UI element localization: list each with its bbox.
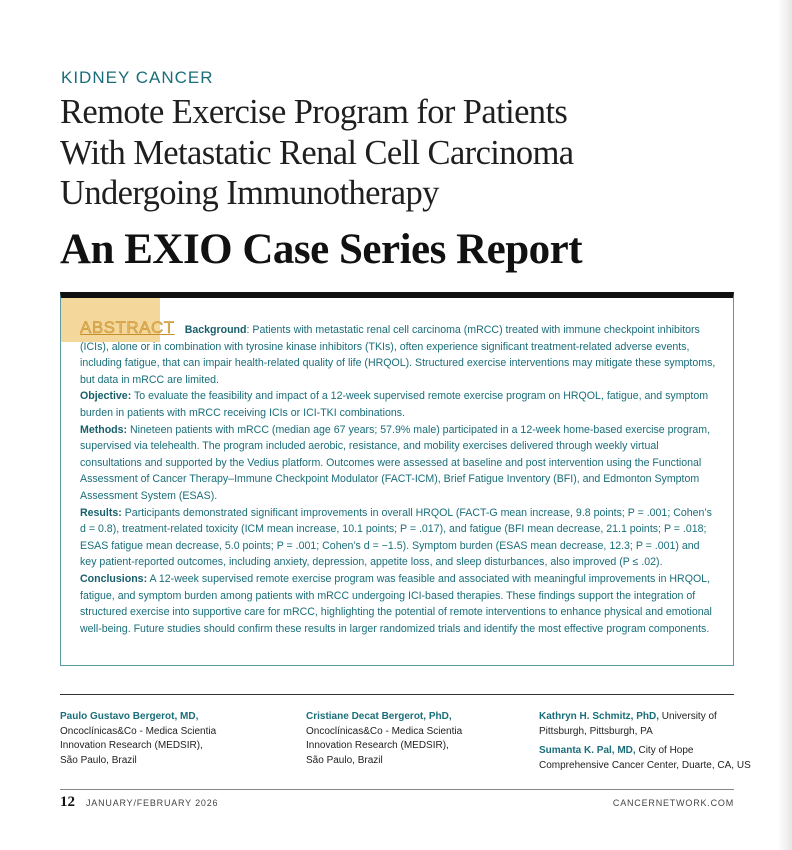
author-block	[539, 744, 751, 773]
background-label: Background	[184, 324, 247, 336]
abstract-background	[80, 320, 716, 388]
author-affiliation: Oncoclínicas&Co - Medica Scientia	[306, 725, 463, 737]
author-affiliation: Oncoclínicas&Co - Medica Scientia	[60, 725, 217, 737]
author-name: Paulo Gustavo Bergerot, MD,	[60, 711, 199, 722]
author-name: Cristiane Decat Bergerot, PhD,	[306, 711, 452, 722]
abstract-results	[80, 505, 716, 571]
abstract-conclusions	[80, 571, 716, 637]
page-edge-shadow	[778, 0, 792, 850]
title-line: With Metastatic Renal Cell Carcinoma	[60, 133, 574, 172]
author-divider	[60, 694, 734, 695]
abstract-objective	[80, 388, 716, 421]
section-label: KIDNEY CANCER	[61, 68, 214, 87]
author-affiliation: São Paulo, Brazil	[60, 754, 137, 766]
author-name: Sumanta K. Pal, MD,	[539, 745, 636, 756]
author-affiliation: Innovation Research (MEDSIR),	[306, 740, 449, 751]
abstract-methods	[80, 422, 716, 505]
footer-divider	[60, 789, 734, 790]
author-affiliation: São Paulo, Brazil	[306, 754, 383, 766]
conclusions-text: A 12-week supervised remote exercise program was feasible and associated with meaningful improvements in HRQOL, fatigue, and symptom burden among patients with mRCC undergoing ICI-based therapies. These findings support the integration of structured exercise into supportive care for mRCC, highlighting the potential of remote interventions to enhance physical and emotional well-being. Future studies should confirm these results in larger randomized trials and identify the most effective program components.	[80, 572, 712, 635]
article-subtitle: An EXIO Case Series Report	[60, 226, 583, 273]
author-affiliation: Comprehensive Cancer Center, Duarte, CA, US	[539, 759, 751, 771]
objective-text: To evaluate the feasibility and impact of a 12-week supervised remote exercise program on HRQOL, fatigue, and symptom burden in patients with mRCC receiving ICIs or ICI-TKI combinations.	[80, 390, 709, 419]
background-text: : Patients with metastatic renal cell carcinoma (mRCC) treated with immune checkpoint inhibitors (ICIs), alone or in combination with tyrosine kinase inhibitors (TKIs), often experience significant treatment-related adverse events, including fatigue, that can impair health-related quality of life (HRQOL). Structured exercise interventions may mitigate these symptoms, but data in mRCC are limited.	[80, 324, 716, 386]
abstract-body	[80, 320, 716, 637]
title-line: Remote Exercise Program for Patients	[60, 93, 568, 131]
author-affiliation: Pittsburgh, Pittsburgh, PA	[539, 725, 653, 737]
issue-date: JANUARY/FEBRUARY 2026	[86, 798, 219, 808]
website-link[interactable]: CANCERNETWORK.COM	[612, 798, 734, 808]
author-name: Kathryn H. Schmitz, PhD,	[539, 711, 660, 722]
objective-label: Objective:	[80, 390, 132, 403]
author-affiliation: Innovation Research (MEDSIR),	[60, 740, 203, 751]
conclusions-label: Conclusions:	[80, 572, 148, 585]
page-number: 12	[60, 794, 75, 810]
results-text: Participants demonstrated significant improvements in overall HRQOL (FACT-G mean increase, 9.8 points; P = .001; Cohen’s d = 0.8), treatment-related toxicity (ICM mean increase, 10.1 points; P = .017), and fatigue (BFI mean decrease, 21.1 points; P = .018; ESAS fatigue mean decrease, 5.0 points; P = .001; Cohen’s d = −1.5). Symptom burden (ESAS mean decrease, 12.3; P = .001) and key patient-reported outcomes, including anxiety, depression, appetite loss, and sleep disturbances, also improved (P ≤ .02).	[80, 506, 712, 569]
methods-label: Methods:	[80, 423, 128, 436]
article-title	[60, 92, 700, 214]
results-label: Results:	[80, 506, 122, 519]
methods-text: Nineteen patients with mRCC (median age 67 years; 57.9% male) participated in a 12-week home-based exercise program, supervised via telehealth. The program included aerobic, resistance, and mobility exercises delivered through weekly virtual consultations and supported by the Vedius platform. Outcomes were assessed at baseline and post intervention using the Functional Assessment of Cancer Therapy–Immune Checkpoint Modulator (FACT-ICM), Brief Fatigue Inventory (BFI), and Edmonton Symptom Assessment System (ESAS).	[80, 423, 711, 502]
author-block	[306, 710, 462, 768]
author-affiliation: City of Hope	[635, 745, 694, 756]
abstract-heading: ABSTRACT	[80, 318, 175, 337]
title-line: Undergoing Immunotherapy	[60, 174, 439, 212]
author-block	[539, 710, 717, 739]
author-block	[60, 710, 216, 768]
author-affiliation: University of	[659, 711, 717, 722]
